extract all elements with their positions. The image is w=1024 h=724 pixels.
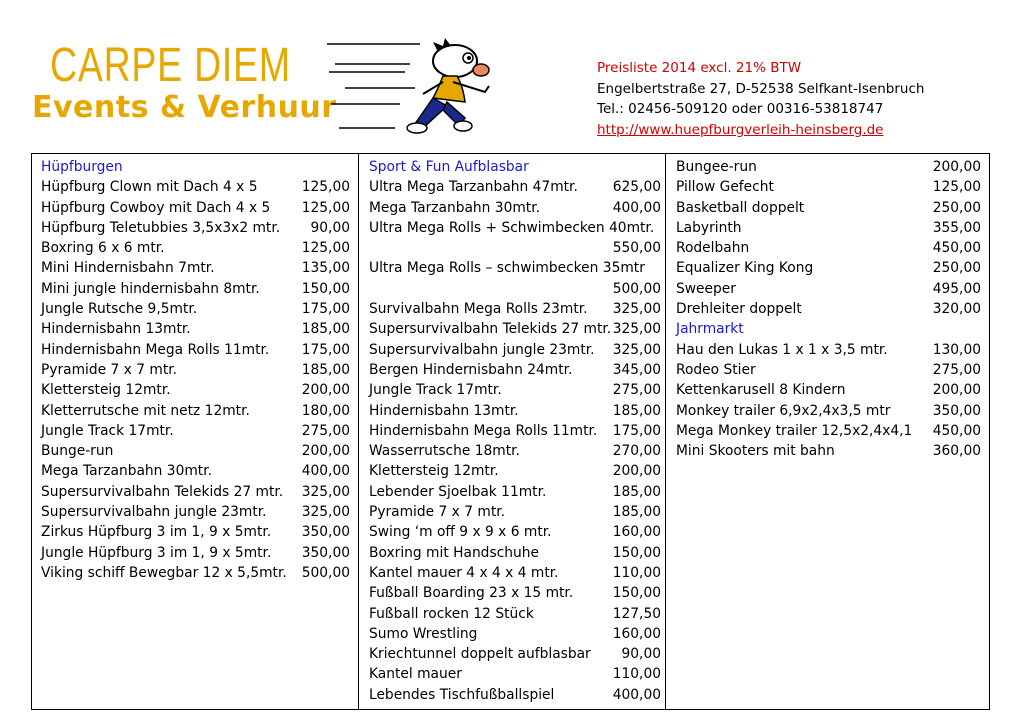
price-row	[41, 522, 358, 542]
item-name: Supersurvivalbahn jungle 23mtr.	[41, 504, 267, 521]
item-name: Hüpfburg Cowboy mit Dach 4 x 5	[41, 199, 271, 216]
price-row	[41, 319, 358, 339]
price-row	[676, 380, 989, 400]
item-name: Labyrinth	[676, 219, 742, 236]
price-row	[41, 198, 358, 218]
item-price: 185,00	[301, 321, 350, 338]
price-row	[41, 502, 358, 522]
price-row	[369, 177, 665, 197]
item-name: Mega Tarzanbahn 30mtr.	[369, 199, 540, 216]
item-price: 325,00	[301, 504, 350, 521]
price-row	[676, 340, 989, 360]
column-huepfburgen	[32, 154, 359, 709]
column-sport-fun	[359, 154, 666, 709]
item-name: Mega Monkey trailer 12,5x2,4x4,1	[676, 422, 913, 439]
website-link[interactable]: http://www.huepfburgverleih-heinsberg.de	[597, 121, 884, 138]
price-row	[676, 157, 989, 177]
item-name: Supersurvivalbahn Telekids 27 mtr.	[41, 483, 284, 500]
price-row	[676, 258, 989, 278]
item-price: 345,00	[612, 361, 661, 378]
item-name: Supersurvivalbahn jungle 23mtr.	[369, 341, 595, 358]
item-name: Pillow Gefecht	[676, 179, 774, 196]
column-misc	[666, 154, 989, 709]
item-name: Mega Tarzanbahn 30mtr.	[41, 463, 212, 480]
price-row	[369, 319, 665, 339]
item-name: Hüpfburg Teletubbies 3,5x3x2 mtr.	[41, 219, 281, 236]
item-name: Viking schiff Bewegbar 12 x 5,5mtr.	[41, 564, 287, 581]
price-row	[369, 360, 665, 380]
item-name: Kletterrutsche mit netz 12mtr.	[41, 402, 250, 419]
item-name: Monkey trailer 6,9x2,4x3,5 mtr	[676, 402, 891, 419]
price-row	[41, 421, 358, 441]
price-row	[369, 380, 665, 400]
item-price: 200,00	[612, 463, 661, 480]
company-info	[597, 58, 924, 140]
item-name: Fußball rocken 12 Stück	[369, 605, 534, 622]
item-name: Boxring mit Handschuhe	[369, 544, 539, 561]
price-row	[369, 421, 665, 441]
item-name: Bungee-run	[676, 159, 757, 175]
price-row	[676, 441, 989, 461]
item-name: Drehleiter doppelt	[676, 301, 802, 318]
item-name: Sweeper	[676, 280, 736, 297]
price-row	[676, 279, 989, 299]
price-list-title: Preisliste 2014 excl. 21% BTW	[597, 60, 802, 76]
item-price: 185,00	[612, 402, 661, 419]
item-price: 400,00	[612, 199, 661, 216]
price-row	[41, 543, 358, 563]
price-row	[41, 177, 358, 197]
item-name: Klettersteig 12mtr.	[41, 382, 171, 399]
price-row	[369, 482, 665, 502]
price-row	[41, 401, 358, 421]
price-row	[369, 198, 665, 218]
section-heading: Sport & Fun Aufblasbar	[369, 159, 529, 175]
logo-title: CARPE DIEM	[50, 39, 291, 92]
item-name: Jungle Hüpfburg 3 im 1, 9 x 5mtr.	[41, 544, 272, 561]
item-price: 325,00	[612, 341, 661, 358]
item-name: Hau den Lukas 1 x 1 x 3,5 mtr.	[676, 341, 888, 358]
price-row	[41, 299, 358, 319]
item-price: 127,50	[612, 605, 661, 622]
item-price: 175,00	[612, 422, 661, 439]
item-name: Basketball doppelt	[676, 199, 805, 216]
item-price: 125,00	[932, 179, 981, 196]
item-price: 250,00	[932, 199, 981, 216]
item-name: Hindernisbahn 13mtr.	[41, 321, 191, 338]
item-name: Bergen Hindernisbahn 24mtr.	[369, 361, 573, 378]
item-name: Sumo Wrestling	[369, 625, 478, 642]
item-price: 125,00	[301, 199, 350, 216]
price-row	[41, 340, 358, 360]
item-price: 160,00	[612, 625, 661, 642]
price-row	[369, 685, 665, 705]
price-row	[41, 461, 358, 481]
item-price: 320,00	[932, 301, 981, 318]
price-row	[41, 279, 358, 299]
item-price: 625,00	[612, 179, 661, 196]
item-price: 130,00	[932, 341, 981, 358]
price-row	[369, 543, 665, 563]
item-name: Hindernisbahn 13mtr.	[369, 402, 519, 419]
item-price: 150,00	[301, 280, 350, 297]
price-row	[369, 502, 665, 522]
price-row	[369, 401, 665, 421]
item-price: 110,00	[612, 666, 661, 683]
item-name: Pyramide 7 x 7 mtr.	[41, 361, 178, 378]
item-name: Ultra Mega Rolls – schwimbecken 35mtr	[369, 260, 645, 277]
item-name: Wasserrutsche 18mtr.	[369, 443, 520, 460]
price-row	[41, 482, 358, 502]
item-name: Pyramide 7 x 7 mtr.	[369, 504, 506, 521]
price-row	[369, 624, 665, 644]
item-name: Hüpfburg Clown mit Dach 4 x 5	[41, 179, 258, 196]
item-price: 325,00	[612, 321, 661, 338]
item-name: Survivalbahn Mega Rolls 23mtr.	[369, 301, 588, 318]
item-price: 270,00	[612, 443, 661, 460]
item-price: 160,00	[612, 524, 661, 541]
price-row	[369, 563, 665, 583]
item-name: Kantel mauer 4 x 4 x 4 mtr.	[369, 564, 559, 581]
price-row	[676, 421, 989, 441]
item-name: Rodelbahn	[676, 240, 750, 257]
item-price: 450,00	[932, 240, 981, 257]
item-name: Rodeo Stier	[676, 361, 756, 378]
section-heading: Jahrmarkt	[676, 321, 744, 338]
item-name: Equalizer King Kong	[676, 260, 814, 277]
item-price: 125,00	[301, 240, 350, 257]
price-row	[41, 563, 358, 583]
item-name: Hindernisbahn Mega Rolls 11mtr.	[41, 341, 270, 358]
running-man-icon	[325, 36, 505, 136]
price-row	[369, 522, 665, 542]
item-price: 495,00	[932, 280, 981, 297]
item-name: Bunge-run	[41, 443, 114, 460]
price-row	[369, 441, 665, 461]
item-name: Jungle Rutsche 9,5mtr.	[41, 301, 198, 318]
item-name: Supersurvivalbahn Telekids 27 mtr.	[369, 321, 612, 338]
item-name: Hindernisbahn Mega Rolls 11mtr.	[369, 422, 598, 439]
item-price: 250,00	[932, 260, 981, 277]
price-row	[369, 299, 665, 319]
address: Engelbertstraße 27, D-52538 Selfkant-Isenbruch	[597, 80, 925, 97]
price-row	[676, 238, 989, 258]
item-price: 325,00	[612, 301, 661, 318]
item-name: Klettersteig 12mtr.	[369, 463, 499, 480]
item-price: 175,00	[301, 341, 350, 358]
item-name: Mini jungle hindernisbahn 8mtr.	[41, 280, 260, 297]
item-name: Kantel mauer	[369, 666, 462, 683]
item-price: 450,00	[932, 422, 981, 439]
section-heading: Hüpfburgen	[41, 159, 123, 175]
price-row	[41, 238, 358, 258]
item-price: 90,00	[310, 219, 350, 236]
item-price: 185,00	[301, 361, 350, 378]
item-price: 180,00	[301, 402, 350, 419]
item-name: Swing ‘m off 9 x 9 x 6 mtr.	[369, 524, 552, 541]
item-name: Jungle Track 17mtr.	[369, 382, 502, 399]
item-price: 275,00	[612, 382, 661, 399]
item-price: 350,00	[932, 402, 981, 419]
item-price: 175,00	[301, 301, 350, 318]
item-price: 200,00	[301, 382, 350, 399]
phone: Tel.: 02456-509120 oder 00316-53818747	[597, 101, 884, 117]
item-price: 500,00	[301, 564, 350, 581]
item-name: Ultra Mega Rolls + Schwimbecken 40mtr.	[369, 219, 655, 236]
price-row	[676, 299, 989, 319]
item-price: 135,00	[301, 260, 350, 277]
item-price: 325,00	[301, 483, 350, 500]
item-name: Jungle Track 17mtr.	[41, 422, 174, 439]
price-table	[31, 153, 990, 710]
item-price: 200,00	[932, 382, 981, 399]
price-row	[676, 198, 989, 218]
item-name: Lebendes Tischfußballspiel	[369, 686, 555, 703]
price-row	[369, 583, 665, 603]
item-name: Kettenkarusell 8 Kindern	[676, 382, 846, 399]
price-row	[41, 218, 358, 238]
item-price: 90,00	[621, 646, 661, 663]
price-row	[676, 218, 989, 238]
item-price: 150,00	[612, 544, 661, 561]
item-price: 500,00	[612, 280, 661, 297]
price-row	[676, 177, 989, 197]
item-price: 275,00	[932, 361, 981, 378]
item-name: Mini Skooters mit bahn	[676, 443, 835, 460]
item-price: 200,00	[932, 159, 981, 175]
item-price: 150,00	[612, 585, 661, 602]
item-price: 360,00	[932, 443, 981, 460]
item-price: 185,00	[612, 504, 661, 521]
item-price: 200,00	[301, 443, 350, 460]
item-name: Kriechtunnel doppelt aufblasbar	[369, 646, 591, 663]
price-row	[676, 401, 989, 421]
logo-subtitle: Events & Verhuur	[32, 90, 337, 125]
item-price: 350,00	[301, 544, 350, 561]
item-name: Boxring 6 x 6 mtr.	[41, 240, 165, 257]
price-row	[41, 441, 358, 461]
item-price: 550,00	[612, 240, 661, 257]
item-price: 400,00	[612, 686, 661, 703]
item-name: Ultra Mega Tarzanbahn 47mtr.	[369, 179, 578, 196]
item-price: 400,00	[301, 463, 350, 480]
item-price: 110,00	[612, 564, 661, 581]
price-row	[676, 360, 989, 380]
price-row	[369, 461, 665, 481]
price-row	[369, 664, 665, 684]
price-row	[369, 340, 665, 360]
item-price: 125,00	[301, 179, 350, 196]
item-name: Mini Hindernisbahn 7mtr.	[41, 260, 215, 277]
item-price: 185,00	[612, 483, 661, 500]
price-row	[41, 380, 358, 400]
item-name: Lebender Sjoelbak 11mtr.	[369, 483, 547, 500]
item-price: 275,00	[301, 422, 350, 439]
company-logo	[30, 36, 500, 136]
price-row	[369, 644, 665, 664]
item-price: 350,00	[301, 524, 350, 541]
item-name: Fußball Boarding 23 x 15 mtr.	[369, 585, 574, 602]
price-row	[41, 360, 358, 380]
price-row	[369, 604, 665, 624]
price-row	[41, 258, 358, 278]
item-price: 355,00	[932, 219, 981, 236]
item-name: Zirkus Hüpfburg 3 im 1, 9 x 5mtr.	[41, 524, 272, 541]
